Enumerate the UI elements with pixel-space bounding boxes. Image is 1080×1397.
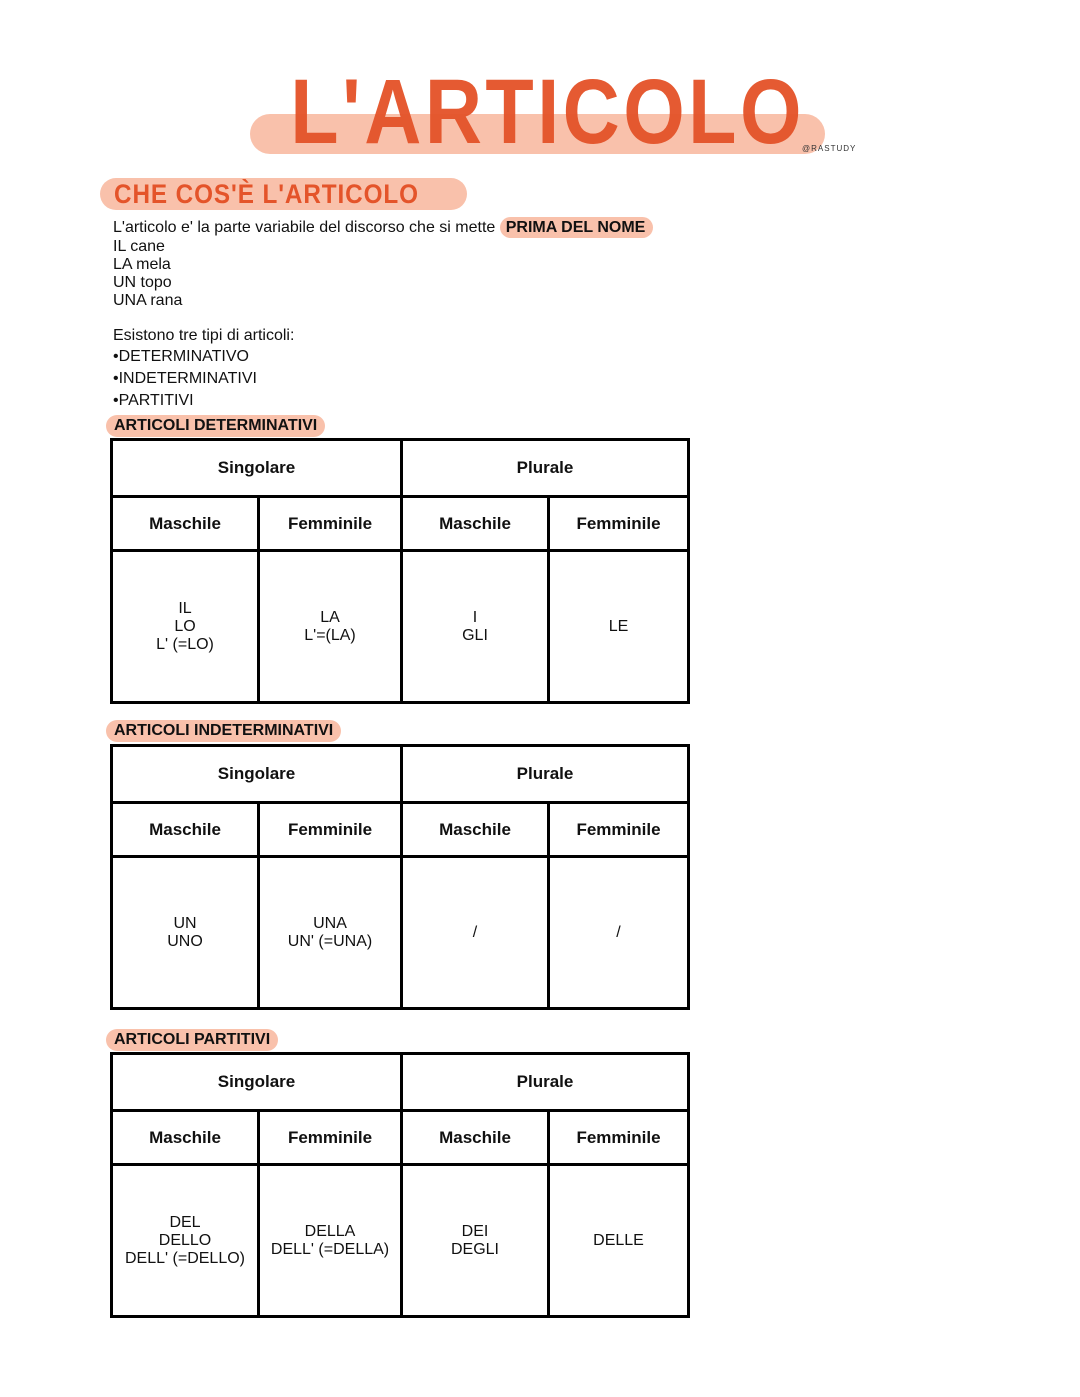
intro-paragraph: [113, 219, 653, 237]
header-singolare: Singolare: [217, 458, 296, 477]
table-label-determinativi: ARTICOLI DETERMINATIVI: [106, 415, 325, 437]
header-femminile: Femminile: [257, 801, 400, 855]
example-item: UN topo: [113, 274, 172, 291]
page-title-block: [250, 62, 825, 162]
header-femminile: Femminile: [547, 495, 687, 549]
table-cell: /: [547, 855, 687, 1007]
header-maschile: Maschile: [113, 1109, 257, 1163]
type-item: •PARTITIVI: [113, 392, 194, 409]
types-list: [113, 346, 257, 412]
table-cell: LE: [547, 549, 687, 701]
section-header: [100, 178, 467, 210]
table-cell: LA L'=(LA): [257, 549, 400, 701]
table-determinativi: [110, 438, 690, 704]
header-femminile: Femminile: [547, 1109, 687, 1163]
type-item: •DETERMINATIVO: [113, 348, 249, 365]
table-cell: /: [400, 855, 547, 1007]
types-intro: Esistono tre tipi di articoli:: [113, 327, 295, 344]
header-plurale: Plurale: [400, 747, 687, 801]
table-cell: DELLE: [547, 1163, 687, 1315]
header-maschile: Maschile: [400, 495, 547, 549]
table-cell: DEL DELLO DELL' (=DELLO): [113, 1163, 257, 1315]
header-femminile: Femminile: [547, 801, 687, 855]
table-cell: UN UNO: [113, 855, 257, 1007]
header-maschile: Maschile: [400, 1109, 547, 1163]
table-cell: UNA UN' (=UNA): [257, 855, 400, 1007]
table-cell: DEI DEGLI: [400, 1163, 547, 1315]
table-label-indeterminativi: ARTICOLI INDETERMINATIVI: [106, 720, 341, 742]
table-indeterminativi: [110, 744, 690, 1010]
intro-highlight: PRIMA DEL NOME: [500, 217, 654, 238]
intro-text: L'articolo e' la parte variabile del discorso che si mette: [113, 219, 496, 236]
table-cell: IL LO L' (=LO): [113, 549, 257, 701]
header-maschile: Maschile: [400, 801, 547, 855]
table-cell: I GLI: [400, 549, 547, 701]
header-plurale: Plurale: [400, 1055, 687, 1109]
header-singolare: Singolare: [217, 764, 296, 783]
header-plurale: Plurale: [400, 441, 687, 495]
header-maschile: Maschile: [113, 801, 257, 855]
header-femminile: Femminile: [257, 1109, 400, 1163]
section-header-text: CHE COS'È L'ARTICOLO: [114, 179, 419, 209]
examples-list: [113, 238, 182, 310]
credit-handle: @RASTUDY: [802, 144, 857, 153]
header-maschile: Maschile: [113, 495, 257, 549]
table-cell: DELLA DELL' (=DELLA): [257, 1163, 400, 1315]
example-item: IL cane: [113, 238, 165, 255]
table-label-partitivi: ARTICOLI PARTITIVI: [106, 1029, 278, 1051]
header-singolare: Singolare: [217, 1072, 296, 1091]
example-item: UNA rana: [113, 292, 183, 309]
header-femminile: Femminile: [257, 495, 400, 549]
type-item: •INDETERMINATIVI: [113, 370, 257, 387]
page-title: L'ARTICOLO: [290, 61, 805, 163]
table-partitivi: [110, 1052, 690, 1318]
example-item: LA mela: [113, 256, 171, 273]
